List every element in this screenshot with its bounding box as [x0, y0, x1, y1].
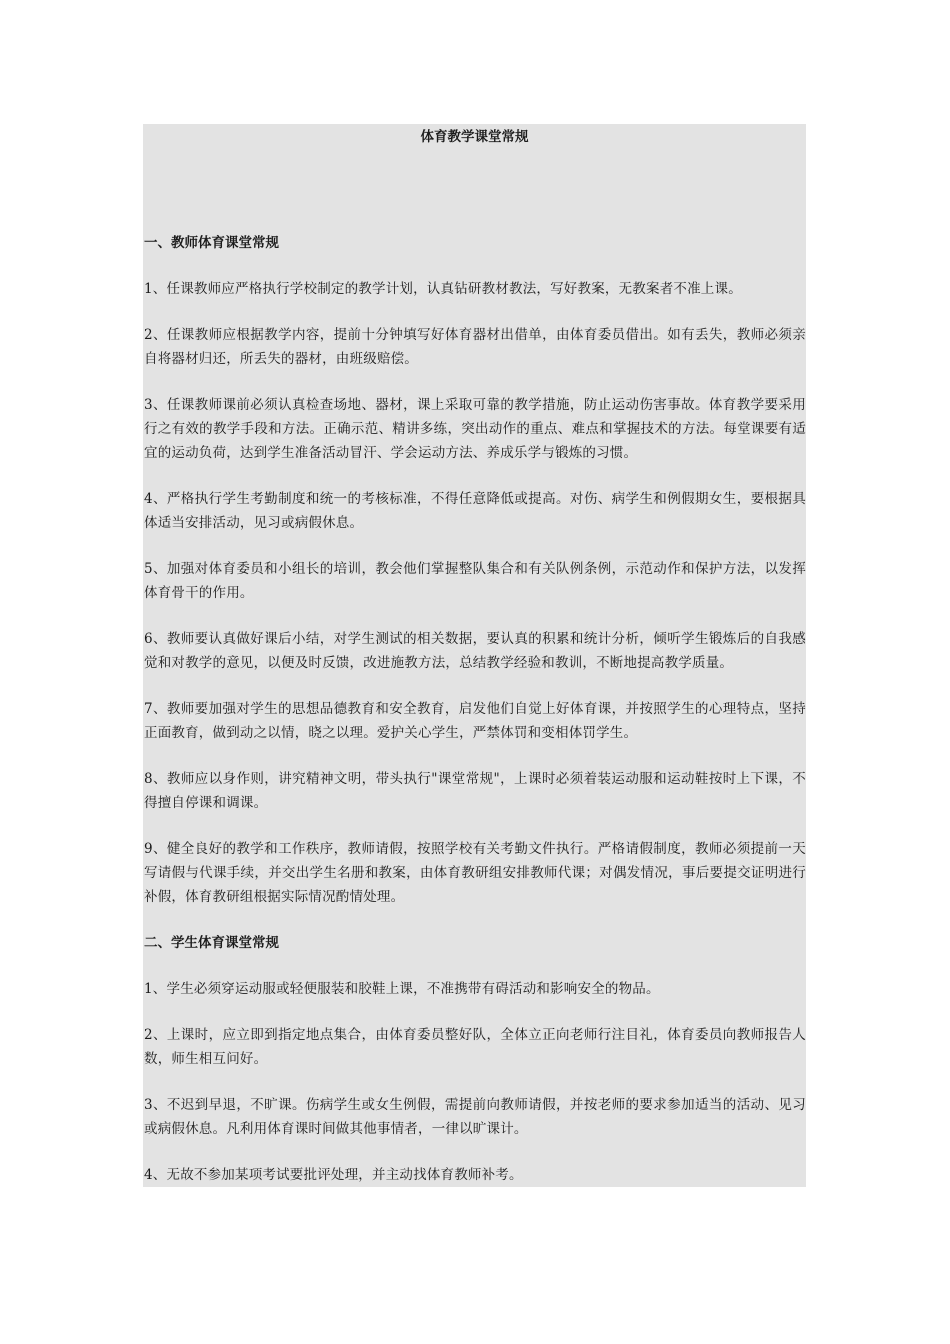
rule-item: 1、任课教师应严格执行学校制定的教学计划，认真钻研教材教法，写好教案，无教案者不准上课。 [143, 277, 806, 301]
spacer [143, 150, 806, 231]
rule-item: 3、任课教师课前必须认真检查场地、器材，课上采取可靠的教学措施，防止运动伤害事故。体育教学要采用行之有效的教学手段和方法。正确示范、精讲多练，突出动作的重点、难点和掌握技术的方法。每堂课要有适宜的运动负荷，达到学生准备活动冒汗、学会运动方法、养成乐学与锻炼的习惯。 [143, 393, 806, 465]
rule-item: 3、不迟到早退，不旷课。伤病学生或女生例假，需提前向教师请假，并按老师的要求参加适当的活动、见习或病假休息。凡利用体育课时间做其他事情者，一律以旷课计。 [143, 1093, 806, 1141]
rule-item: 2、任课教师应根据教学内容，提前十分钟填写好体育器材出借单，由体育委员借出。如有丢失，教师必须亲自将器材归还，所丢失的器材，由班级赔偿。 [143, 323, 806, 371]
section-heading-student: 二、学生体育课堂常规 [143, 931, 806, 955]
rule-item: 8、教师应以身作则，讲究精神文明，带头执行"课堂常规"，上课时必须着装运动服和运动鞋按时上下课，不得擅自停课和调课。 [143, 767, 806, 815]
rule-item: 5、加强对体育委员和小组长的培训，教会他们掌握整队集合和有关队例条例，示范动作和保护方法，以发挥体育骨干的作用。 [143, 557, 806, 605]
rule-item: 1、学生必须穿运动服或轻便服装和胶鞋上课，不准携带有碍活动和影响安全的物品。 [143, 977, 806, 1001]
rule-item: 2、上课时，应立即到指定地点集合，由体育委员整好队，全体立正向老师行注目礼，体育委员向教师报告人数，师生相互问好。 [143, 1023, 806, 1071]
rule-item: 6、教师要认真做好课后小结，对学生测试的相关数据，要认真的积累和统计分析，倾听学生锻炼后的自我感觉和对教学的意见，以便及时反馈，改进施教方法，总结教学经验和教训，不断地提高教学质量。 [143, 627, 806, 675]
rule-item: 4、严格执行学生考勤制度和统一的考核标准，不得任意降低或提高。对伤、病学生和例假期女生，要根据具体适当安排活动，见习或病假休息。 [143, 487, 806, 535]
rule-item: 4、无故不参加某项考试要批评处理，并主动找体育教师补考。 [143, 1163, 806, 1187]
rule-item: 9、健全良好的教学和工作秩序，教师请假，按照学校有关考勤文件执行。严格请假制度，教师必须提前一天写请假与代课手续，并交出学生名册和教案，由体育教研组安排教师代课；对偶发情况，事后要提交证明进行补假，体育教研组根据实际情况酌情处理。 [143, 837, 806, 909]
rule-item: 7、教师要加强对学生的思想品德教育和安全教育，启发他们自觉上好体育课，并按照学生的心理特点，坚持正面教育，做到动之以情，晓之以理。爱护关心学生，严禁体罚和变相体罚学生。 [143, 697, 806, 745]
document-title: 体育教学课堂常规 [143, 124, 806, 150]
document-page [143, 124, 806, 1202]
section-heading-teacher: 一、教师体育课堂常规 [143, 231, 806, 255]
